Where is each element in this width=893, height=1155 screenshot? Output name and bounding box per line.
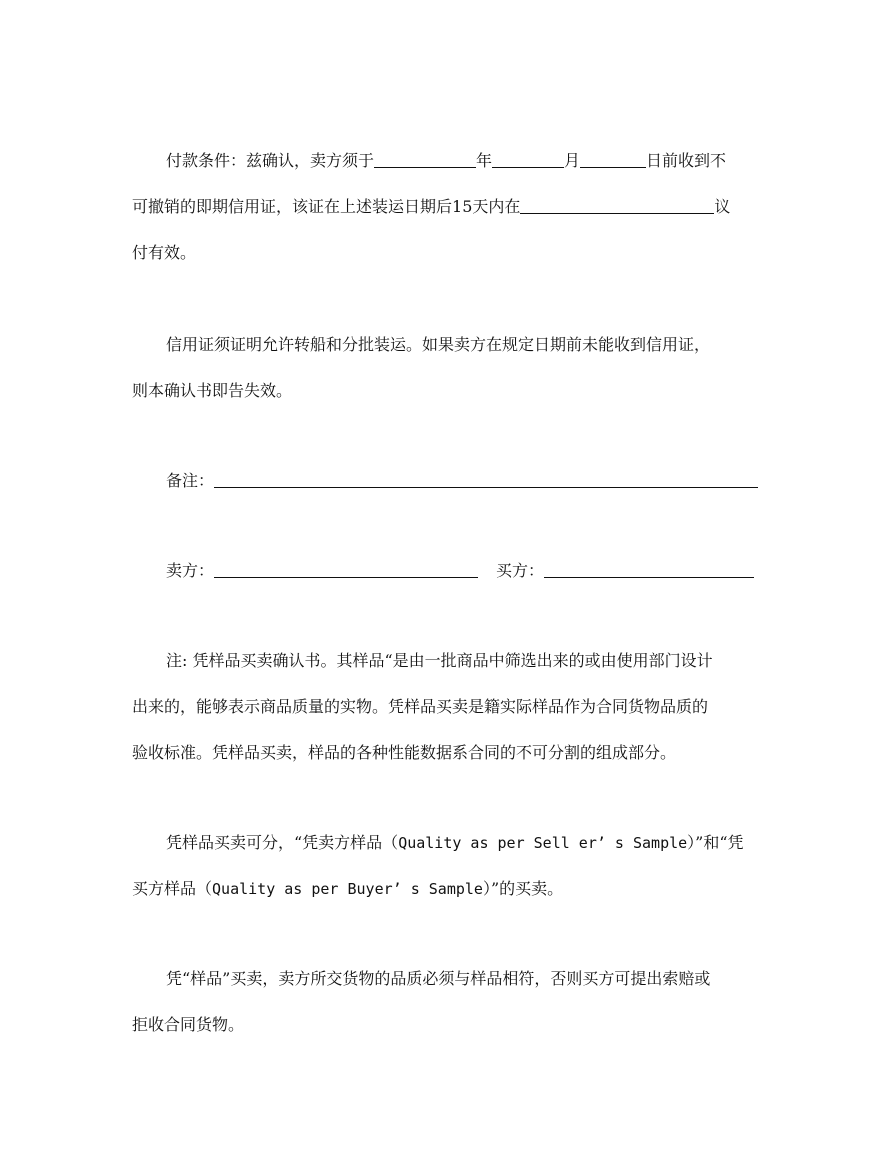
lc-validity-text-2: 天内在 [472,197,521,216]
signature-row [132,548,772,594]
note-paragraph-2 [132,820,772,912]
day-blank [580,149,646,168]
note-paragraph-1 [132,638,772,776]
lc-terms-paragraph [132,322,772,414]
lc-validity-text: 可撤销的即期信用证，该证在上述装运日期后 [132,197,453,216]
buyer-sample-english: Quality as per Buyer’ s Sample [212,880,483,898]
lc-validity-text-3: 议 [714,197,731,216]
note3-line-1: 凭“样品”买卖，卖方所交货物的品质必须与样品相符，否则买方可提出索赔或 [166,969,711,988]
negotiation-place-blank [520,195,714,214]
remarks-row [132,458,772,504]
payment-terms-paragraph [132,138,772,276]
note2-text-1: 凭样品买卖可分，“凭卖方样品（ [166,833,399,852]
lc-validity-text-4: 付有效。 [132,243,197,262]
seller-sample-english: Quality as per Sell er’ s Sample [398,834,688,852]
note1-line-2: 出来的，能够表示商品质量的实物。凭样品买卖是籍实际样品作为合同货物品质的 [132,697,709,716]
note1-line-3: 验收标准。凭样品买卖，样品的各种性能数据系合同的不可分割的组成部分。 [132,743,677,762]
note2-text-3: 买方样品（ [132,879,213,898]
year-label: 年 [476,151,493,170]
note2-text-2: ）”和“凭 [687,833,744,852]
month-label: 月 [564,151,581,170]
seller-label: 卖方： [166,561,215,580]
note3-line-2: 拒收合同货物。 [132,1015,245,1034]
note2-text-4: ）”的买卖。 [482,879,564,898]
lc-terms-line-2: 则本确认书即告失效。 [132,381,293,400]
lc-terms-line-1: 信用证须证明允许转船和分批装运。如果卖方在规定日期前未能收到信用证， [166,335,711,354]
days-value: 15 [452,197,473,216]
buyer-label: 买方： [496,561,545,580]
remarks-blank [214,469,758,488]
year-blank [374,149,476,168]
remarks-label: 备注： [166,471,215,490]
buyer-signature-blank [544,559,754,578]
note1-line-1: 注: 凭样品买卖确认书。其样品“是由一批商品中筛选出来的或由使用部门设计 [166,651,713,670]
payment-terms-text-2: 日前收到不 [646,151,727,170]
seller-signature-blank [214,559,478,578]
month-blank [492,149,564,168]
note-paragraph-3 [132,956,772,1048]
payment-terms-text: 付款条件：兹确认，卖方须于 [166,151,375,170]
